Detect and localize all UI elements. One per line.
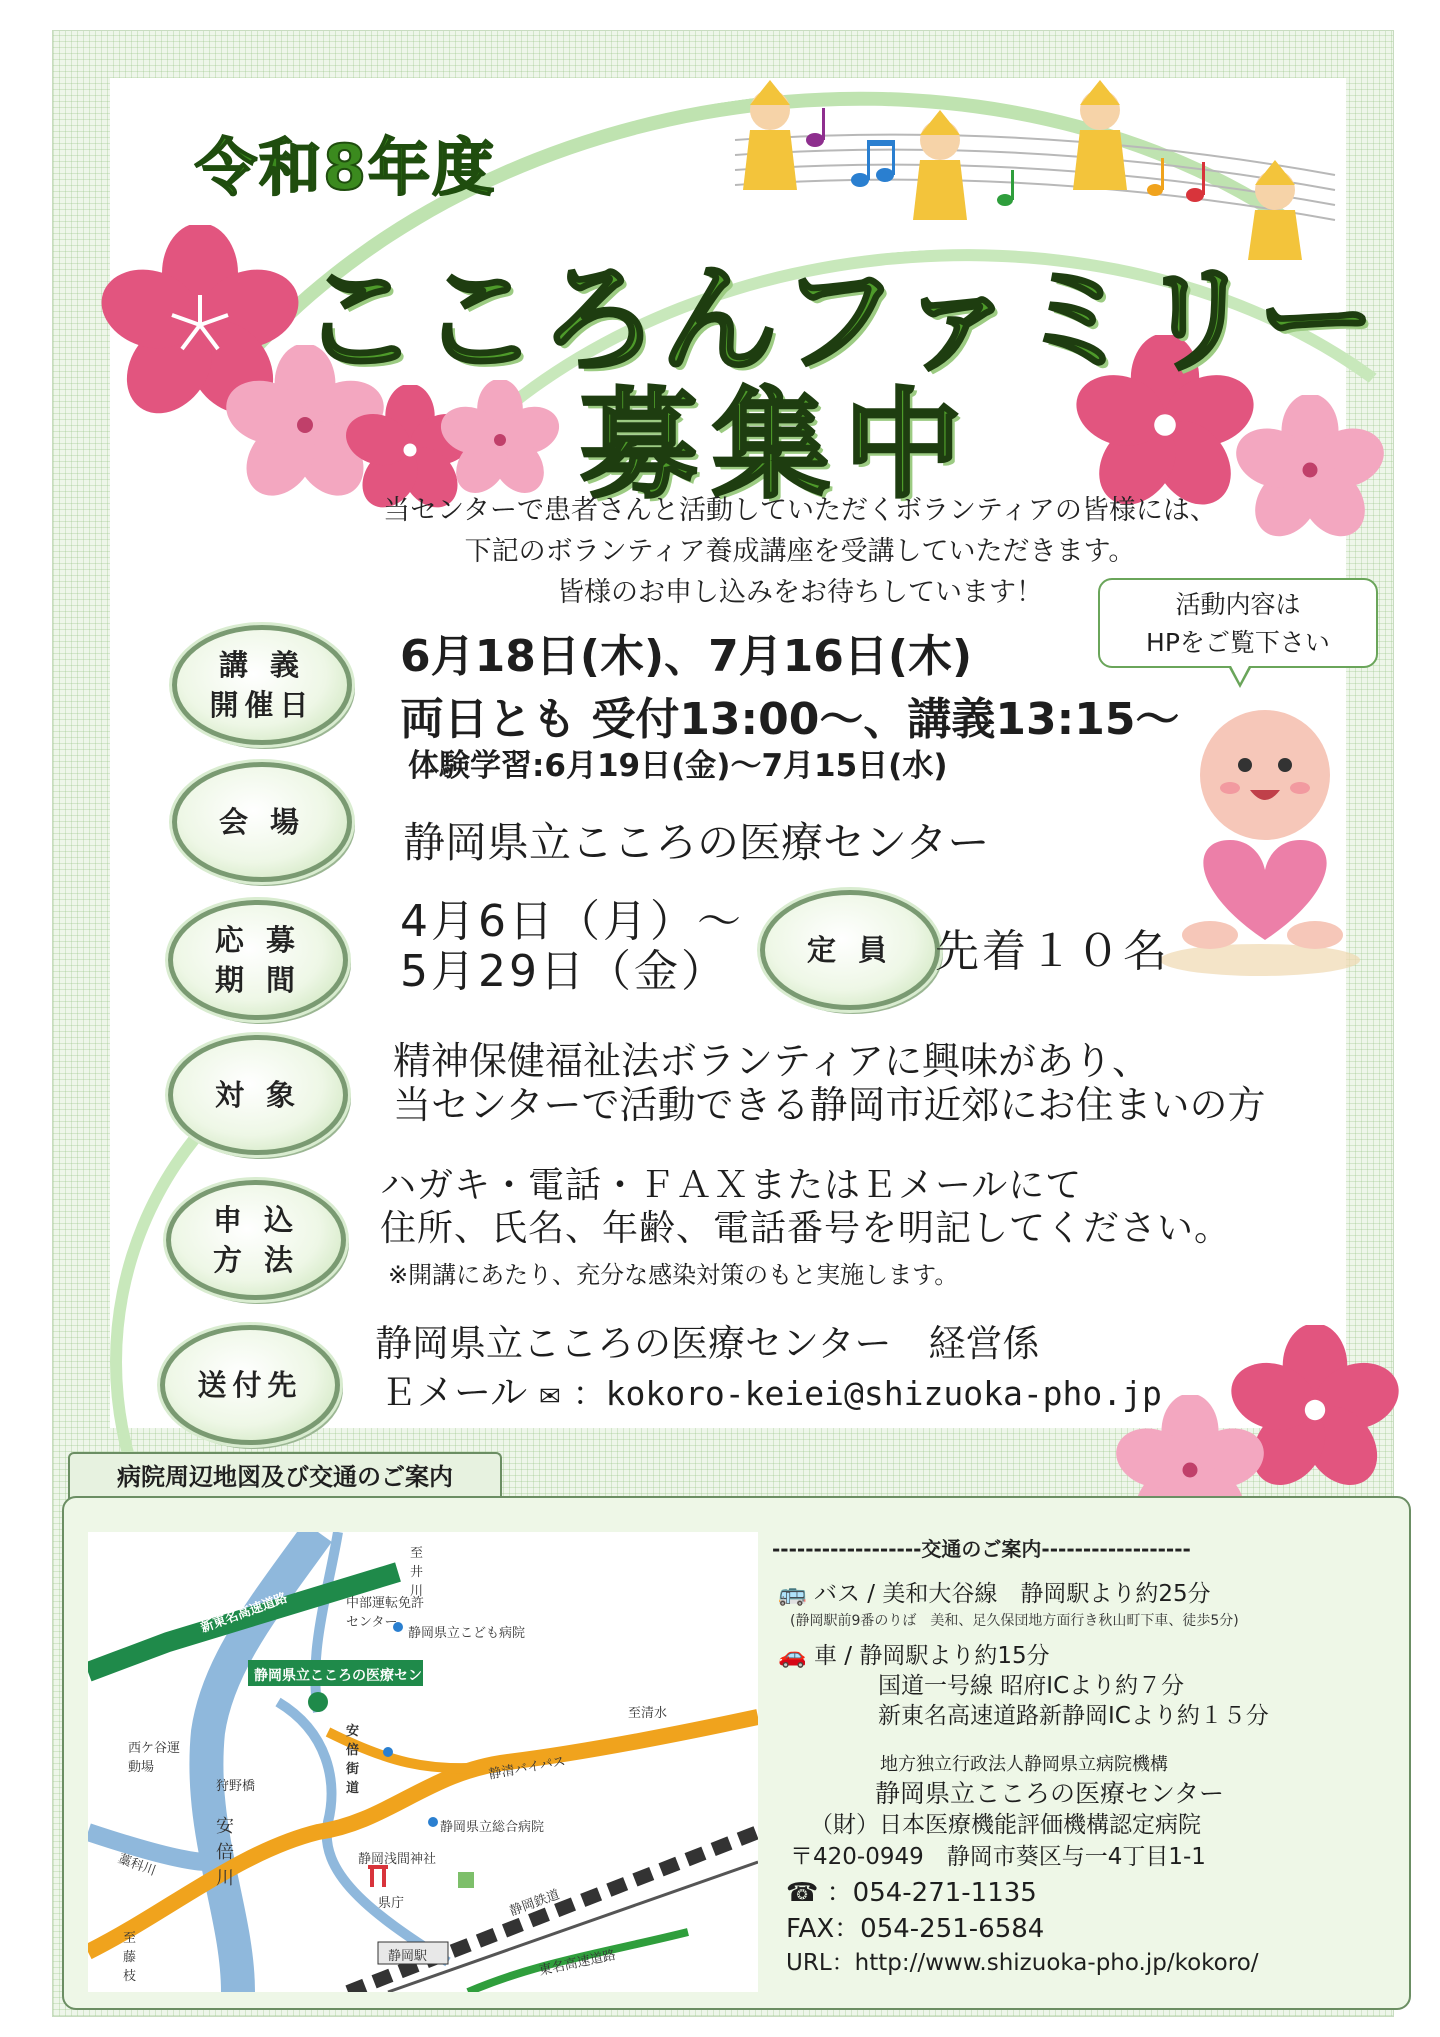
fiscal-year: 令和8年度 — [195, 131, 497, 204]
access-car — [778, 1637, 1050, 1670]
bus-icon: 🚌 — [778, 1581, 807, 1607]
map-label: 静清バイパス — [487, 1754, 567, 1783]
map-label: 至藤枝 — [123, 1931, 137, 1984]
music-note-icon — [997, 170, 1014, 206]
kid-icon — [1073, 80, 1127, 190]
page-title: こころんファミリー — [300, 251, 1378, 389]
intro-line: 当センターで患者さんと活動していただくボランティアの皆様には、 — [383, 495, 1217, 526]
org-fax: FAX：054-251-6584 — [786, 1914, 1045, 1944]
application-requirements: 住所、氏名、年齢、電話番号を明記してください。 — [380, 1208, 1232, 1249]
intro-line: 下記のボランティア養成講座を受講していただきます。 — [464, 536, 1136, 567]
org-url[interactable]: URL：http://www.shizuoka-pho.jp/kokoro/ — [786, 1950, 1259, 1976]
label-capacity — [760, 890, 940, 1010]
infection-note: ※開講にあたり、充分な感染対策のもと実施します。 — [388, 1261, 959, 1289]
org-phone — [786, 1872, 1037, 1909]
mascot-icon — [1150, 690, 1370, 980]
label-venue — [172, 762, 352, 882]
access-bus-note: (静岡駅前9番のりば 美和、足久保団地方面行き秋山町下車、徒歩5分) — [790, 1613, 1239, 1629]
label-text: 申 込 方 法 — [212, 1203, 300, 1277]
map-label: 至井川 — [410, 1546, 424, 1599]
intro-line: 皆様のお申し込みをお待ちしています！ — [557, 577, 1043, 608]
venue-name: 静岡県立こころの医療センター — [403, 818, 990, 867]
map-label: 安倍街道 — [346, 1724, 360, 1796]
map-label: 狩野橋 — [216, 1779, 256, 1794]
kid-icon — [913, 110, 967, 220]
org-address: 〒420-0949 静岡市葵区与一4丁目1-1 — [790, 1844, 1206, 1870]
mail-icon: ✉ — [539, 1382, 561, 1412]
page-subtitle: 募集中 — [580, 376, 977, 514]
phone-icon: ☎ — [786, 1878, 819, 1908]
bubble-line: HPをご覧下さい — [1146, 628, 1330, 657]
bus-text: バス / 美和大谷線 静岡駅より約25分 — [813, 1581, 1211, 1607]
speech-bubble — [1098, 578, 1378, 668]
map-label: 中部運転免許センター — [346, 1596, 425, 1630]
map-label: 静岡県立こころの医療センター — [254, 1668, 450, 1684]
lecture-times: 両日とも 受付13:00～、講義13:15～ — [400, 694, 1180, 745]
map-label: 藁科川 — [115, 1851, 158, 1880]
label-target — [168, 1035, 348, 1155]
lecture-dates: 6月18日(木)、7月16日(木) — [400, 631, 973, 682]
phone-number[interactable]: ：054-271-1135 — [826, 1878, 1037, 1908]
label-text: 対 象 — [214, 1078, 302, 1112]
car-text: 車 / 静岡駅より約15分 — [813, 1643, 1050, 1669]
map-label: 至清水 — [628, 1706, 668, 1721]
label-text: 講 義 開催日 — [209, 648, 315, 722]
map-label: 静岡県立こども病院 — [408, 1626, 526, 1641]
access-bus — [778, 1575, 1211, 1608]
cherry-blossom-icon — [440, 380, 560, 500]
email-address[interactable]: ：kokoro-keiei@shizuoka-pho.jp — [572, 1374, 1162, 1413]
application-end: 5月29日（金） — [400, 946, 728, 997]
music-note-icon — [806, 108, 825, 147]
label-text: 応 募 期 間 — [214, 923, 302, 997]
map-section-tab: 病院周辺地図及び交通のご案内 — [68, 1452, 502, 1500]
org-parent: 地方独立行政法人静岡県立病院機構 — [880, 1754, 1168, 1775]
label-text: 定 員 — [806, 933, 894, 967]
label-application-period — [168, 900, 348, 1020]
label-lecture-dates — [172, 625, 352, 745]
access-car-route: 国道一号線 昭府ICより約７分 — [878, 1673, 1185, 1699]
application-method: ハガキ・電話・ＦＡＸまたはＥメールにて — [380, 1165, 1083, 1206]
access-heading: ------------------交通のご案内------------------ — [772, 1537, 1191, 1561]
label-text: 会 場 — [218, 805, 306, 839]
target-line: 当センターで活動できる静岡市近郊にお住まいの方 — [393, 1083, 1266, 1127]
org-name: 静岡県立こころの医療センター — [875, 1779, 1225, 1808]
map-label: 西ケ谷運動場 — [128, 1741, 181, 1775]
label-send-to — [160, 1325, 340, 1445]
map-label: 静岡県立総合病院 — [440, 1820, 545, 1835]
kid-icon — [743, 80, 797, 190]
capacity-value: 先着１０名 — [935, 926, 1170, 977]
send-to-department: 静岡県立こころの医療センター 経営係 — [375, 1322, 1040, 1365]
org-certification: （財）日本医療機能評価機構認定病院 — [810, 1812, 1201, 1838]
label-application-method — [166, 1180, 346, 1300]
map-label: 静岡鉄道 — [507, 1887, 562, 1920]
map-label: 県庁 — [378, 1896, 405, 1911]
speech-bubble-tail — [1228, 666, 1252, 688]
map-label: 新東名高速道路 — [198, 1590, 290, 1636]
map-label: 静岡駅 — [388, 1949, 428, 1964]
send-to-email — [380, 1362, 1162, 1416]
area-map — [88, 1532, 758, 1992]
email-prefix: Ｅメール — [380, 1371, 528, 1414]
bubble-line: 活動内容は — [1175, 590, 1301, 619]
car-icon: 🚗 — [778, 1643, 807, 1669]
application-start: 4月6日（月）～ — [400, 896, 744, 947]
target-line: 精神保健福祉法ボランティアに興味があり、 — [393, 1039, 1150, 1083]
experience-period: 体験学習:6月19日(金)～7月15日(水) — [408, 748, 948, 784]
map-label: 静岡浅間神社 — [358, 1852, 437, 1867]
map-label: 東名高速道路 — [537, 1948, 618, 1979]
label-text: 送付先 — [197, 1368, 303, 1402]
access-car-route: 新東名高速道路新静岡ICより約１５分 — [878, 1703, 1269, 1729]
map-label: 安倍川 — [216, 1816, 234, 1889]
